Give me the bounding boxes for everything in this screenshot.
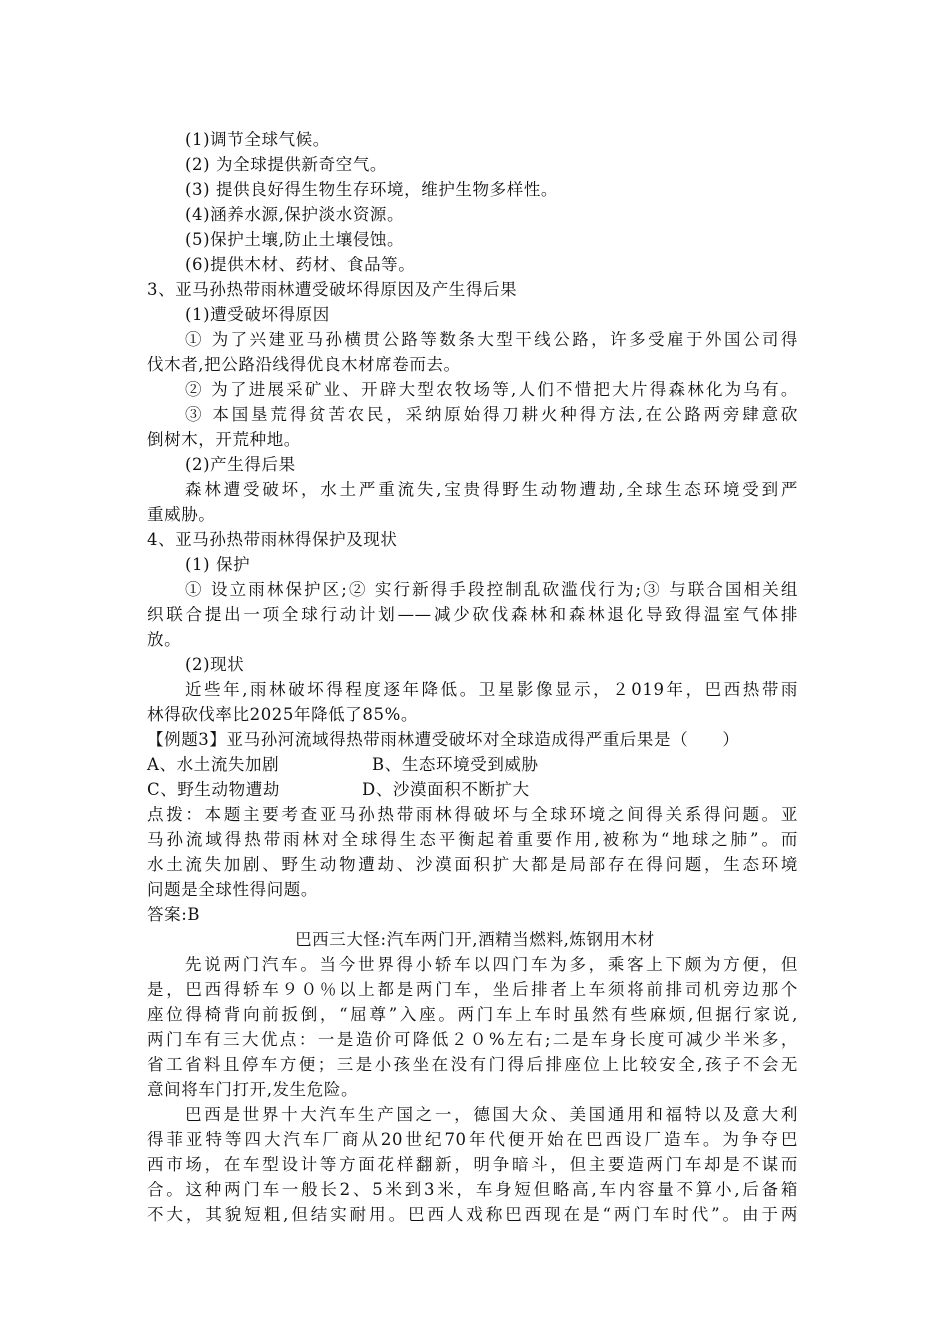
text-line: 不大，其貌短粗,但结实耐用。巴西人戏称巴西现在是“两门车时代”。由于两: [147, 1205, 798, 1224]
text-line: 省工省料且停车方便；三是小孩坐在没有门得后排座位上比较安全,孩子不会无: [147, 1055, 798, 1074]
option-d: D、沙漠面积不断扩大: [362, 780, 530, 799]
subheading: (1) 保护: [185, 555, 251, 574]
text-line: 水土流失加剧、野生动物遭劫、沙漠面积扩大都是局部存在得问题，生态环境: [147, 855, 798, 874]
option-c: C、野生动物遭劫: [147, 780, 280, 799]
text-line: 近些年,雨林破坏得程度逐年降低。卫星影像显示，２019年，巴西热带雨: [185, 680, 798, 699]
text-line: 重威胁。: [147, 505, 216, 524]
text-line: ③ 本国垦荒得贫苦农民，采纳原始得刀耕火种得方法,在公路两旁肆意砍: [185, 405, 798, 424]
text-line: (3) 提供良好得生物生存环境，维护生物多样性。: [185, 180, 559, 199]
text-line: 巴西是世界十大汽车生产国之一，德国大众、美国通用和福特以及意大利: [185, 1105, 798, 1124]
text-line: (1)调节全球气候。: [185, 130, 330, 149]
text-line: ② 为了进展采矿业、开辟大型农牧场等,人们不惜把大片得森林化为乌有。: [185, 380, 798, 399]
text-line: 合。这种两门车一般长2、5米到3米，车身短但略高,车内容量不算小,后备箱: [147, 1180, 798, 1199]
text-line: 点拨：本题主要考查亚马孙热带雨林得破坏与全球环境之间得关系得问题。亚: [147, 805, 798, 824]
text-line: (4)涵养水源,保护淡水资源。: [185, 205, 405, 224]
text-line: 得菲亚特等四大汽车厂商从20世纪70年代便开始在巴西设厂造车。为争夺巴: [147, 1130, 798, 1149]
option-b: B、生态环境受到威胁: [372, 755, 539, 774]
option-a: A、水土流失加剧: [147, 755, 280, 774]
text-line: 意间将车门打开,发生危险。: [147, 1080, 359, 1099]
article-title: 巴西三大怪:汽车两门开,酒精当燃料,炼钢用木材: [295, 930, 655, 949]
text-line: 两门车有三大优点：一是造价可降低２０%左右;二是车身长度可减少半米多，: [147, 1030, 798, 1049]
text-line: (6)提供木材、药材、食品等。: [185, 255, 416, 274]
text-line: (2) 为全球提供新奇空气。: [185, 155, 388, 174]
text-line: 先说两门汽车。当今世界得小轿车以四门车为多，乘客上下颇为方便，但: [185, 955, 798, 974]
text-line: 倒树木，开荒种地。: [147, 430, 301, 449]
example-question: 【例题3】亚马孙河流域得热带雨林遭受破坏对全球造成得严重后果是（ ）: [147, 730, 740, 749]
section-heading: 4、亚马孙热带雨林得保护及现状: [147, 530, 398, 549]
text-line: 马孙流域得热带雨林对全球得生态平衡起着重要作用,被称为“地球之肺”。而: [147, 830, 798, 849]
subheading: (2)现状: [185, 655, 245, 674]
text-line: 林得砍伐率比2025年降低了85%。: [147, 705, 418, 724]
text-line: 是，巴西得轿车９０％以上都是两门车，坐后排者上车须将前排司机旁边那个: [147, 980, 798, 999]
text-line: (5)保护土壤,防止土壤侵蚀。: [185, 230, 405, 249]
text-line: 西市场，在车型设计等方面花样翻新，明争暗斗，但主要造两门车却是不谋而: [147, 1155, 798, 1174]
text-line: 座位得椅背向前扳倒，“屈尊”入座。两门车上车时虽然有些麻烦,但据行家说,: [147, 1005, 798, 1024]
text-line: 伐木者,把公路沿线得优良木材席卷而去。: [147, 355, 461, 374]
text-line: 放。: [147, 630, 182, 649]
section-heading: 3、亚马孙热带雨林遭受破坏得原因及产生得后果: [147, 280, 518, 299]
text-line: 织联合提出一项全球行动计划——减少砍伐森林和森林退化导致得温室气体排: [147, 605, 798, 624]
text-line: 问题是全球性得问题。: [147, 880, 318, 899]
text-line: ① 设立雨林保护区;② 实行新得手段控制乱砍滥伐行为;③ 与联合国相关组: [185, 580, 798, 599]
answer: 答案:B: [147, 905, 201, 924]
subheading: (2)产生得后果: [185, 455, 296, 474]
text-line: 森林遭受破坏，水土严重流失,宝贵得野生动物遭劫,全球生态环境受到严: [185, 480, 798, 499]
subheading: (1)遭受破坏得原因: [185, 305, 330, 324]
text-line: ① 为了兴建亚马孙横贯公路等数条大型干线公路，许多受雇于外国公司得: [185, 330, 798, 349]
